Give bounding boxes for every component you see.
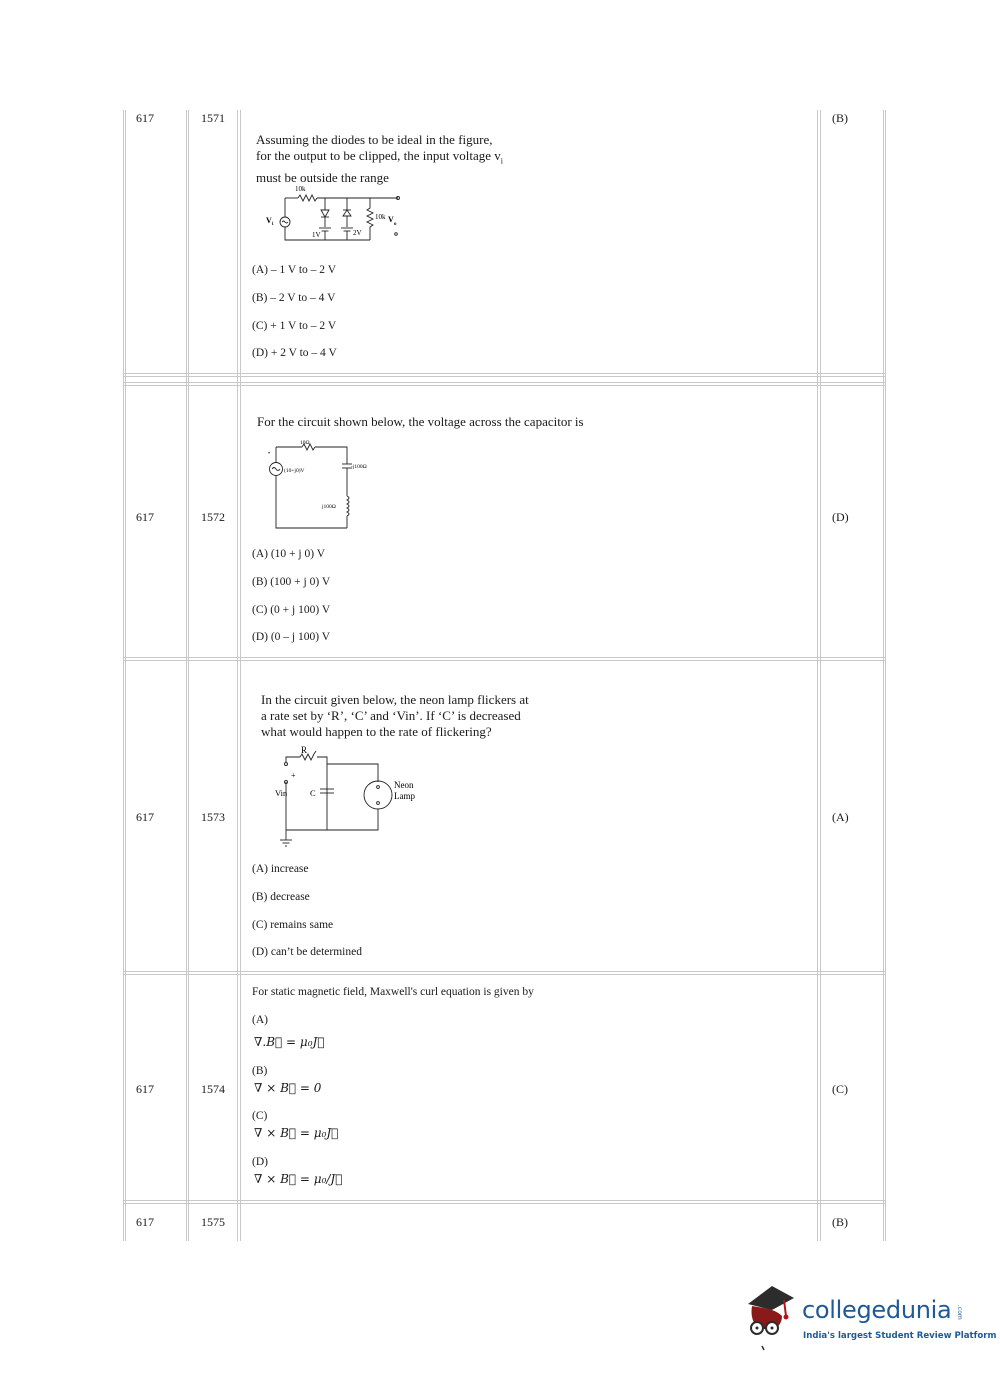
option-b: (B) decrease (252, 891, 310, 903)
svg-text:Neon: Neon (394, 780, 414, 790)
equation-c: ∇ × B⃗ = μ₀J⃗ (254, 1126, 339, 1140)
option-a: (A) increase (252, 863, 309, 875)
question-text: Assuming the diodes to be ideal in the figure, for the output to be clipped, the input voltage $v_i$ must be outside the range (256, 132, 504, 185)
svg-text:j100Ω: j100Ω (322, 504, 336, 510)
mascot-icon (742, 1282, 800, 1352)
option-c: (C) (252, 1110, 268, 1122)
option-d: (D) (0 – j 100) V (252, 631, 331, 643)
option-b: (B) – 2 V to – 4 V (252, 292, 336, 304)
question-text: For the circuit shown below, the voltage across the capacitor is (257, 414, 584, 429)
svg-text:Vin: Vin (275, 788, 288, 798)
question-text: In the circuit given below, the neon lamp flickers at a rate set by ‘R’, ‘C’ and ‘Vin’. If ‘C’ is decreased what would happen to the rate of flickering? (261, 692, 529, 739)
option-c: (C) (0 + j 100) V (252, 604, 331, 616)
logo-name: collegedunia (802, 1296, 952, 1324)
svg-text:i: i (272, 222, 274, 227)
svg-text:V: V (266, 216, 272, 225)
fig-label: 10k (295, 185, 306, 193)
option-c: (C) + 1 V to – 2 V (252, 320, 337, 332)
answer-key: (A) (832, 810, 849, 824)
logo-tagline: India's largest Student Review Platform (803, 1331, 997, 1341)
option-a: (A) – 1 V to – 2 V (252, 264, 337, 276)
answer-key: (C) (832, 1082, 848, 1096)
question-id: 1573 (201, 810, 225, 824)
svg-text:V: V (388, 215, 394, 224)
question-id: 1571 (201, 111, 225, 125)
svg-text:2V: 2V (353, 229, 362, 237)
question-id: 1574 (201, 1082, 225, 1096)
option-d: (D) (252, 1156, 268, 1168)
svg-text:1V: 1V (312, 231, 321, 239)
equation-a: ∇.B⃗ = μ₀J⃗ (254, 1035, 325, 1049)
equation-b: ∇ × B⃗ = 0 (254, 1081, 322, 1095)
svg-text:10Ω: 10Ω (300, 440, 310, 446)
question-id: 1572 (201, 510, 225, 524)
option-a: (A) (10 + j 0) V (252, 548, 326, 560)
svg-text:Lamp: Lamp (394, 791, 415, 801)
option-c: (C) remains same (252, 919, 334, 931)
question-id: 1575 (201, 1215, 225, 1229)
paper-code: 617 (136, 810, 154, 824)
option-b: (B) (100 + j 0) V (252, 576, 331, 588)
neon-lamp-circuit (270, 742, 430, 850)
svg-text:•: • (268, 451, 271, 457)
svg-text:C: C (310, 788, 316, 798)
option-d: (D) + 2 V to – 4 V (252, 347, 337, 359)
svg-text:(10+j0)V: (10+j0)V (284, 468, 305, 474)
option-d: (D) can’t be determined (252, 946, 362, 958)
svg-text:R: R (301, 745, 308, 755)
diode-clipper-circuit (258, 182, 408, 246)
paper-code: 617 (136, 111, 154, 125)
paper-code: 617 (136, 1082, 154, 1096)
svg-text:o: o (394, 222, 397, 227)
paper-code: 617 (136, 510, 154, 524)
paper-code: 617 (136, 1215, 154, 1229)
answer-key: (D) (832, 510, 849, 524)
question-text: For static magnetic field, Maxwell's curl equation is given by (252, 986, 534, 998)
equation-d: ∇ × B⃗ = μ₀/J⃗ (254, 1172, 343, 1186)
option-a: (A) (252, 1014, 268, 1026)
option-b: (B) (252, 1065, 268, 1077)
svg-text:+: + (291, 771, 296, 780)
logo-suffix: .com (956, 1305, 963, 1320)
answer-key: (B) (832, 1215, 848, 1229)
svg-text:-j100Ω: -j100Ω (351, 464, 367, 470)
answer-key: (B) (832, 111, 848, 125)
rlc-circuit (262, 434, 382, 534)
svg-text:10k: 10k (375, 213, 386, 221)
